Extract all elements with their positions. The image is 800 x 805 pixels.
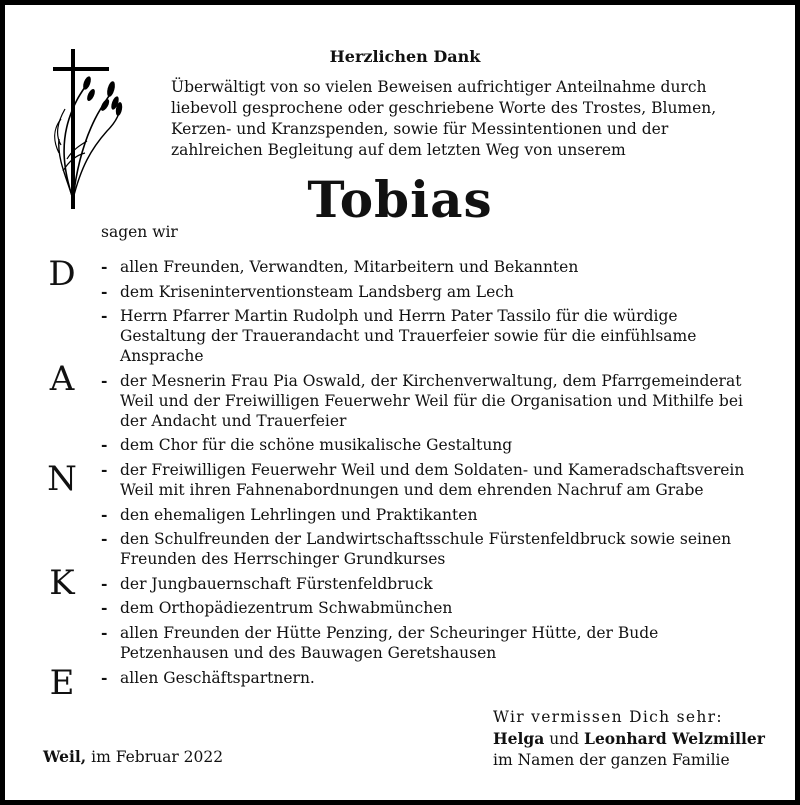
thanks-item-line: dem Orthopädiezentrum Schwabmünchen	[120, 599, 453, 618]
thanks-item-line: der Jungbauernschaft Fürstenfeldbruck	[120, 574, 433, 593]
thanks-item-line: der Andacht und Trauerfeier	[120, 411, 347, 430]
bullet-dash: -	[101, 504, 108, 524]
danke-letter: E	[49, 663, 75, 703]
thanks-item-line: Petzenhausen und des Bauwagen Geretshausen	[120, 643, 497, 662]
signature-block	[493, 707, 765, 771]
bullet-dash: -	[101, 370, 108, 390]
and-text: und	[549, 730, 580, 748]
signer-first: Helga	[493, 729, 545, 748]
thanks-item-line: Weil und der Freiwilligen Feuerwehr Weil für die Organisation und Mithilfe bei	[120, 391, 743, 410]
danke-letter: K	[49, 563, 75, 603]
bullet-dash: -	[101, 622, 108, 642]
date-text: im Februar 2022	[91, 748, 224, 766]
thanks-item-line: Weil mit ihren Fahnenabordnungen und dem ehrenden Nachruf am Grabe	[120, 480, 704, 499]
thanks-item-line: der Mesnerin Frau Pia Oswald, der Kirchenverwaltung, dem Pfarrgemeinderat	[120, 371, 742, 390]
thanks-item-line: allen Freunden, Verwandten, Mitarbeitern und Bekannten	[120, 258, 579, 276]
thanks-item	[101, 371, 781, 431]
thanks-item-line: Ansprache	[120, 347, 204, 366]
thanks-item	[101, 435, 781, 455]
bullet-dash: -	[101, 306, 108, 326]
deceased-name-text: Tobias	[307, 170, 493, 229]
signers	[493, 728, 765, 750]
thanks-item	[101, 574, 781, 594]
thanks-item-line: Herrn Pfarrer Martin Rudolph und Herrn Pater Tassilo für die würdige	[120, 307, 678, 326]
thanks-item	[101, 257, 781, 277]
thanks-item-line: Gestaltung der Trauerandacht und Trauerfeier sowie für die einfühlsame	[120, 327, 697, 346]
thanks-item-line: dem Kriseninterventionsteam Landsberg am Lech	[120, 282, 514, 301]
bullet-dash: -	[101, 281, 108, 301]
bullet-dash: -	[101, 459, 108, 479]
thanks-item	[101, 598, 781, 618]
thanks-item	[101, 623, 781, 663]
thanks-item	[101, 282, 781, 302]
danke-letter: N	[47, 459, 77, 499]
intro-line: Überwältigt von so vielen Beweisen aufrichtiger Anteilnahme durch	[171, 78, 707, 96]
thanks-item	[101, 460, 781, 500]
intro-line: liebevoll gesprochene oder geschriebene Worte des Trostes, Blumen,	[171, 99, 717, 117]
thanks-item	[101, 306, 781, 366]
intro-line: zahlreichen Begleitung auf dem letzten Weg von unserem	[171, 141, 626, 159]
bullet-dash: -	[101, 598, 108, 618]
bullet-dash: -	[101, 435, 108, 455]
sagen-wir-text: sagen wir	[101, 223, 178, 241]
place-date	[43, 747, 223, 766]
thanks-item	[101, 668, 781, 688]
bullet-dash: -	[101, 257, 108, 276]
thanks-item-line: dem Chor für die schöne musikalische Gestaltung	[120, 436, 513, 455]
intro-text	[171, 77, 771, 161]
danke-letter: D	[48, 254, 76, 294]
bullet-dash: -	[101, 667, 108, 687]
on-behalf-text: im Namen der ganzen Familie	[493, 751, 730, 769]
heading-text: Herzlichen Dank	[329, 47, 481, 66]
thanks-list	[101, 257, 781, 692]
thanks-item	[101, 529, 781, 569]
bullet-dash: -	[101, 529, 108, 549]
danke-letter: A	[49, 359, 75, 399]
thanks-item-line: allen Geschäftspartnern.	[120, 668, 315, 687]
intro-line: Kerzen- und Kranzspenden, sowie für Messintentionen und der	[171, 120, 669, 138]
heading	[5, 47, 800, 66]
bullet-dash: -	[101, 573, 108, 593]
thanks-item-line: den Schulfreunden der Landwirtschaftsschule Fürstenfeldbruck sowie seinen	[120, 530, 732, 549]
thanks-item-line: der Freiwilligen Feuerwehr Weil und dem Soldaten- und Kameradschaftsverein	[120, 460, 745, 479]
thanks-item-line: den ehemaligen Lehrlingen und Praktikanten	[120, 505, 478, 524]
miss-you-text: Wir vermissen Dich sehr:	[493, 708, 723, 726]
thanks-item-line: Freunden des Herrschinger Grundkurses	[120, 550, 446, 569]
thanks-item-line: allen Freunden der Hütte Penzing, der Scheuringer Hütte, der Bude	[120, 623, 659, 642]
thanks-item	[101, 505, 781, 525]
place-text: Weil,	[43, 747, 87, 766]
signer-second: Leonhard Welzmiller	[584, 729, 765, 748]
